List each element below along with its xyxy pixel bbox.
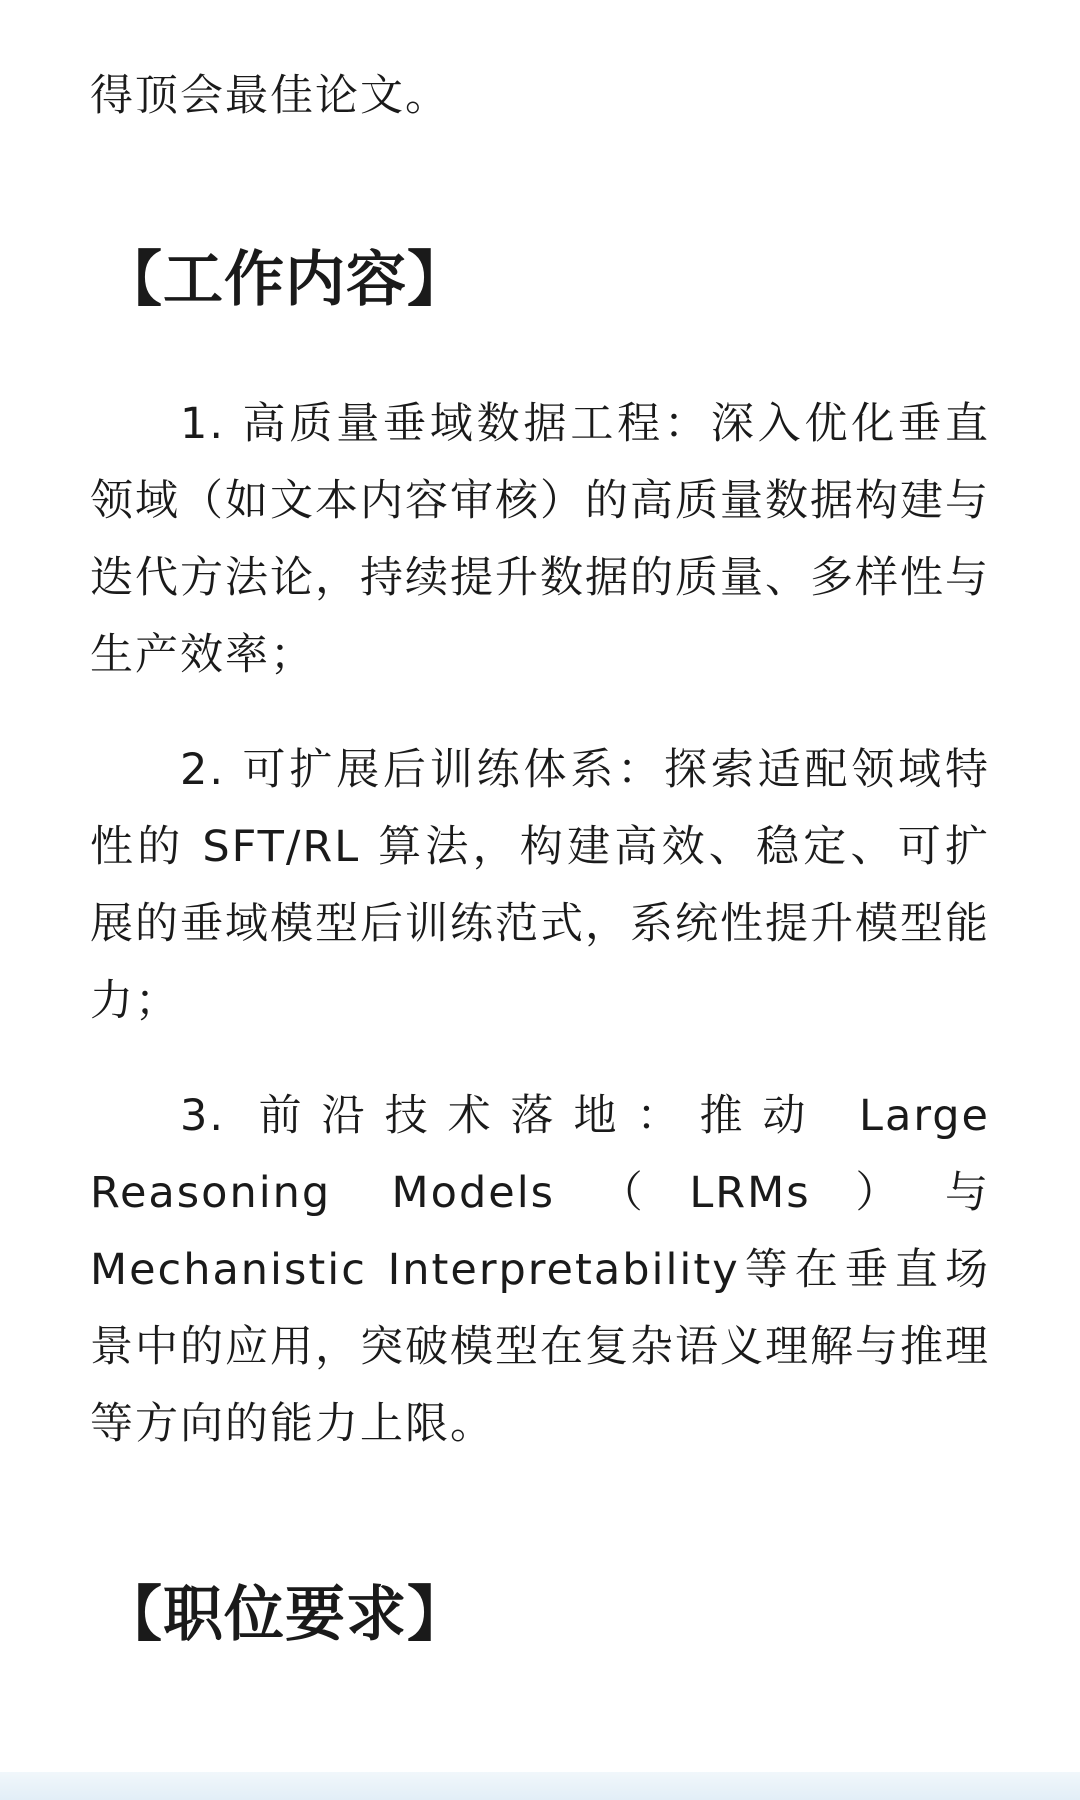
bottom-decorative-band: [0, 1772, 1080, 1800]
intro-paragraph-tail: 得顶会最佳论文。: [90, 71, 450, 121]
section-heading-work: 【工作内容】: [102, 245, 468, 315]
section-heading-requirements: 【职位要求】: [102, 1580, 468, 1650]
work-item-1: 1. 高质量垂域数据工程：深入优化垂直领域（如文本内容审核）的高质量数据构建与迭代方法论，持续提升数据的质量、多样性与生产效率；: [90, 399, 990, 680]
work-item-2: 2. 可扩展后训练体系：探索适配领域特性的 SFT/RL 算法，构建高效、稳定、可扩展的垂域模型后训练范式，系统性提升模型能力；: [90, 745, 990, 1026]
work-item-3: 3. 前沿技术落地：推动 Large Reasoning Models（LRMs）与 Mechanistic Interpretability等在垂直场景中的应用，突破模型在复杂语义理解与推理等方向的能力上限。: [90, 1091, 990, 1449]
